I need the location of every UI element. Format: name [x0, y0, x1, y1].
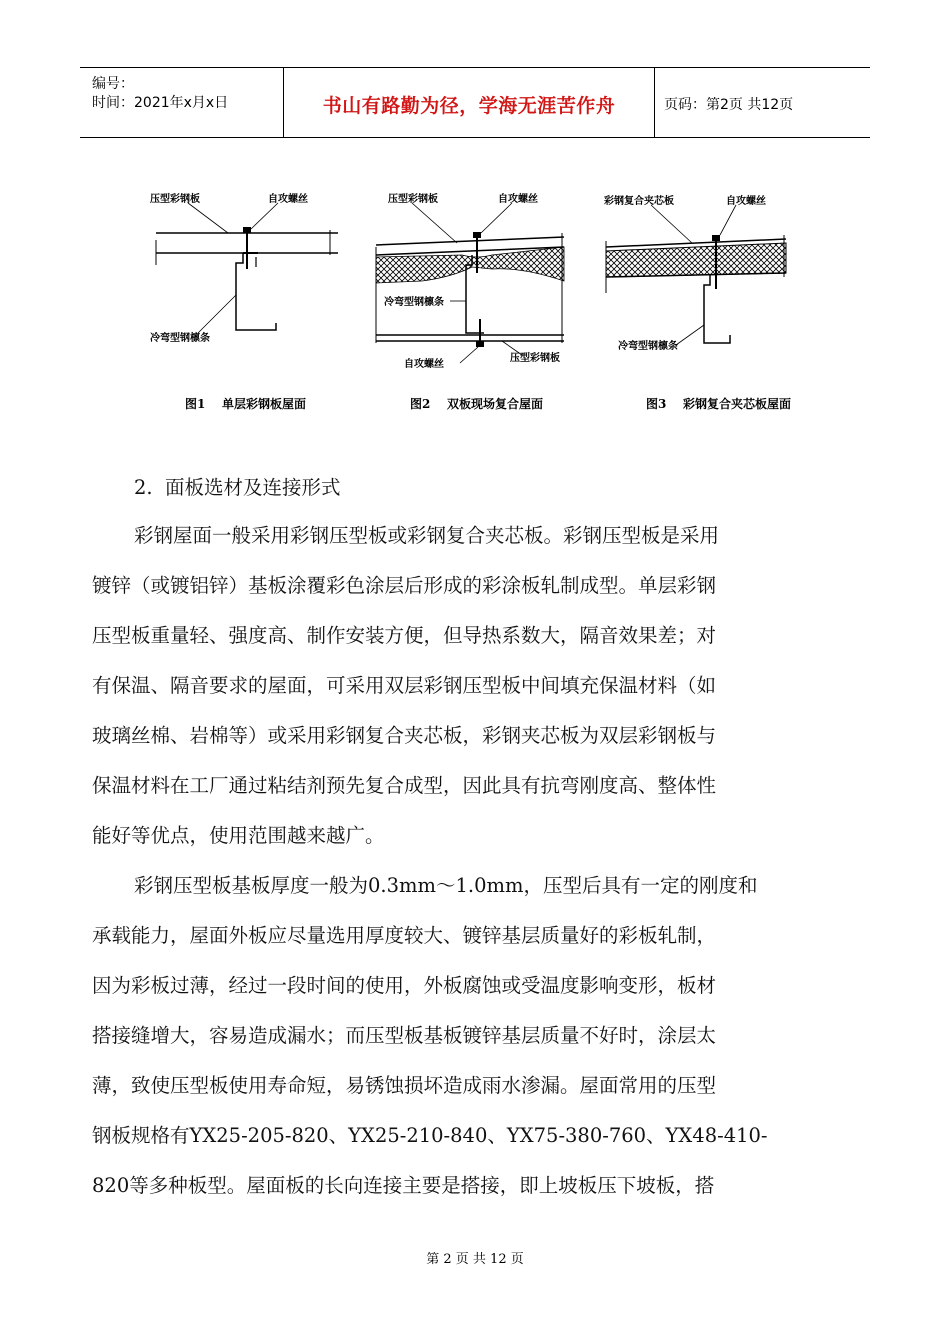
fig3-label-panel: 彩钢复合夹芯板 — [604, 196, 674, 207]
fig2-label-bottom-screw: 自攻螺丝 — [404, 359, 444, 370]
page-header — [80, 67, 870, 138]
para2-line-3: 因为彩板过薄，经过一段时间的使用，外板腐蚀或受温度影响变形，板材 — [92, 974, 717, 997]
document-number-label: 编号： — [92, 76, 134, 92]
para1-line-7: 能好等优点，使用范围越来越广。 — [92, 824, 385, 847]
header-meta-cell — [80, 68, 283, 137]
header-page-info: 页码：第2页 共12页 — [664, 97, 794, 113]
para1-line-3: 压型板重量轻、强度高、制作安装方便，但导热系数大，隔音效果差；对 — [92, 624, 717, 647]
para2-line-5: 薄，致使压型板使用寿命短，易锈蚀损坏造成雨水渗漏。屋面常用的压型 — [92, 1074, 717, 1097]
figure-1-caption: 图1 单层彩钢板屋面 — [185, 397, 307, 411]
fig2-label-bottom-panel: 压型彩钢板 — [510, 353, 560, 364]
fig1-label-panel: 压型彩钢板 — [150, 194, 200, 205]
header-page-cell — [654, 68, 870, 137]
para1-line-5: 玻璃丝棉、岩棉等）或采用彩钢复合夹芯板，彩钢夹芯板为双层彩钢板与 — [92, 724, 717, 747]
para1-line-6: 保温材料在工厂通过粘结剂预先复合成型，因此具有抗弯刚度高、整体性 — [92, 774, 717, 797]
para2-line-2: 承载能力，屋面外板应尽量选用厚度较大、镀锌基层质量好的彩板轧制， — [92, 924, 717, 947]
figure-3-sandwich-panel-roof — [596, 185, 796, 360]
figure-2-double-panel-roof — [372, 185, 572, 375]
para2-line-1: 彩钢压型板基板厚度一般为0.3mm～1.0mm，压型后具有一定的刚度和 — [134, 874, 758, 897]
figure-1-single-layer-roof — [148, 185, 348, 345]
page-footer: 第 2 页 共 12 页 — [426, 1252, 524, 1267]
section-heading: 2. 面板选材及连接形式 — [134, 476, 341, 499]
fig2-label-panel: 压型彩钢板 — [388, 194, 438, 205]
header-motto: 书山有路勤为径，学海无涯苦作舟 — [322, 95, 616, 117]
document-time-label: 时间：2021年x月x日 — [92, 95, 229, 111]
para1-line-1: 彩钢屋面一般采用彩钢压型板或彩钢复合夹芯板。彩钢压型板是采用 — [134, 524, 720, 547]
fig3-label-screw: 自攻螺丝 — [726, 196, 766, 207]
para1-line-2: 镀锌（或镀铝锌）基板涂覆彩色涂层后形成的彩涂板轧制成型。单层彩钢 — [92, 574, 717, 597]
fig2-label-screw: 自攻螺丝 — [498, 194, 538, 205]
figure-3-caption: 图3 彩钢复合夹芯板屋面 — [646, 397, 792, 411]
fig1-label-screw: 自攻螺丝 — [268, 194, 308, 205]
fig2-label-purlin: 冷弯型钢檩条 — [384, 297, 444, 308]
para2-line-7: 820等多种板型。屋面板的长向连接主要是搭接，即上坡板压下坡板，搭 — [92, 1174, 715, 1197]
para1-line-4: 有保温、隔音要求的屋面，可采用双层彩钢压型板中间填充保温材料（如 — [92, 674, 717, 697]
header-motto-cell — [283, 68, 655, 137]
fig1-label-purlin: 冷弯型钢檩条 — [150, 333, 210, 344]
para2-line-6: 钢板规格有YX25-205-820、YX25-210-840、YX75-380-760、YX48-410- — [92, 1124, 768, 1147]
figure-2-caption: 图2 双板现场复合屋面 — [410, 397, 544, 411]
para2-line-4: 搭接缝增大，容易造成漏水；而压型板基板镀锌基层质量不好时，涂层太 — [92, 1024, 717, 1047]
fig3-label-purlin: 冷弯型钢檩条 — [618, 341, 678, 352]
